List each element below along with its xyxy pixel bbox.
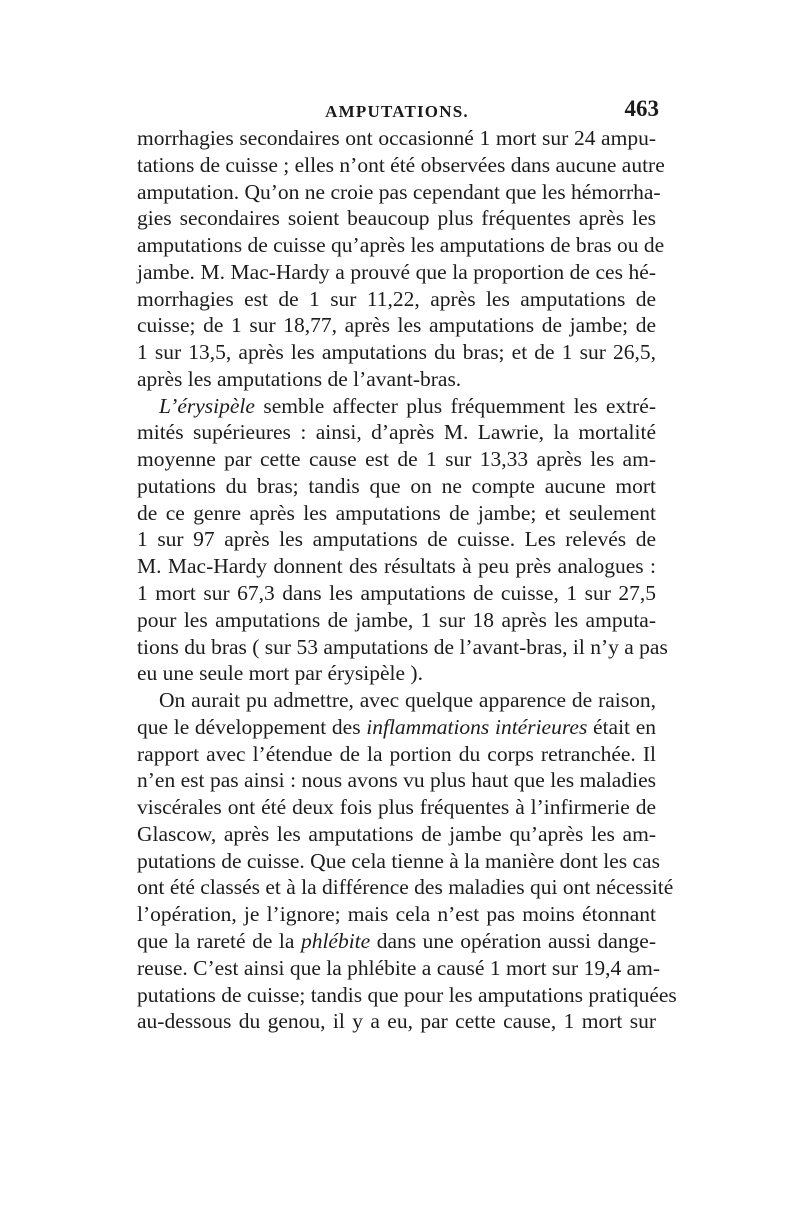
text-fragment: viscérales ont été deux fois plus fréquentes à l’infirmerie de	[137, 795, 656, 820]
text-line	[137, 205, 656, 232]
text-fragment: 1 sur 13,5, après les amputations du bras; et de 1 sur 26,5,	[137, 340, 656, 365]
text-line	[137, 982, 677, 1009]
text-line	[137, 848, 660, 875]
text-fragment: eu une seule mort par érysipèle ).	[137, 661, 423, 686]
text-line	[137, 125, 656, 152]
text-fragment: 1 mort sur 67,3 dans les amputations de cuisse, 1 sur 27,5	[137, 581, 656, 606]
text-fragment: On aurait pu admettre, avec quelque apparence de raison,	[159, 688, 656, 713]
text-line	[137, 419, 656, 446]
running-head	[137, 96, 657, 126]
text-line	[137, 232, 665, 259]
text-line	[137, 152, 665, 179]
text-line	[137, 500, 656, 527]
text-line	[137, 366, 656, 393]
italic-term: phlébite	[300, 928, 371, 953]
text-fragment: était en	[587, 714, 656, 739]
text-fragment: putations de cuisse. Que cela tienne à la manière dont les cas	[137, 848, 660, 873]
text-fragment: ont été classés et à la différence des maladies qui ont nécessité	[137, 875, 674, 900]
text-line	[137, 607, 656, 634]
text-line	[137, 955, 661, 982]
text-line	[137, 526, 656, 553]
text-line	[137, 634, 668, 661]
text-fragment: semble affecter plus fréquemment les extré-	[254, 393, 656, 418]
text-fragment: morrhagies secondaires ont occasionné 1 mort sur 24 ampu-	[137, 126, 656, 150]
italic-term: L’érysipèle	[159, 393, 255, 418]
text-fragment: l’opération, je l’ignore; mais cela n’est pas moins étonnant	[137, 902, 656, 927]
text-fragment: tations de cuisse ; elles n’ont été observées dans aucune autre	[137, 152, 665, 177]
text-fragment: amputations de cuisse qu’après les amputations de bras ou de	[137, 233, 665, 258]
text-fragment: n’en est pas ainsi : nous avons vu plus haut que les maladies	[137, 768, 656, 793]
text-line	[137, 767, 656, 794]
text-fragment: jambe. M. Mac-Hardy a prouvé que la proportion de ces hé-	[137, 259, 656, 284]
text-line	[137, 446, 656, 473]
text-fragment: que la rareté de la	[137, 928, 301, 953]
text-fragment: tions du bras ( sur 53 amputations de l’avant-bras, il n’y a pas	[137, 634, 668, 659]
text-line	[137, 473, 656, 500]
text-line	[137, 553, 656, 580]
text-line	[137, 741, 656, 768]
text-fragment: pour les amputations de jambe, 1 sur 18 après les amputa-	[137, 607, 656, 632]
text-line	[137, 312, 656, 339]
text-fragment: cuisse; de 1 sur 18,77, après les amputations de jambe; de	[137, 313, 656, 338]
text-line	[137, 821, 656, 848]
text-fragment: de ce genre après les amputations de jambe; et seulement	[137, 500, 656, 525]
text-fragment: morrhagies est de 1 sur 11,22, après les amputations de	[137, 286, 656, 311]
text-fragment: amputation. Qu’on ne croie pas cependant que les hémorrha-	[137, 179, 661, 204]
text-fragment: putations du bras; tandis que on ne compte aucune mort	[137, 473, 656, 498]
text-line	[137, 393, 656, 420]
text-line	[137, 179, 661, 206]
text-line	[137, 660, 656, 687]
text-fragment: dans une opération aussi dange-	[370, 928, 656, 953]
text-line	[137, 286, 656, 313]
text-line	[137, 714, 656, 741]
text-line	[137, 901, 656, 928]
text-fragment: que le développement des	[137, 714, 367, 739]
text-fragment: mités supérieures : ainsi, d’après M. Lawrie, la mortalité	[137, 420, 656, 445]
text-fragment: moyenne par cette cause est de 1 sur 13,33 après les am-	[137, 447, 656, 472]
text-fragment: rapport avec l’étendue de la portion du corps retranchée. Il	[137, 741, 656, 766]
text-fragment: Glascow, après les amputations de jambe qu’après les am-	[137, 821, 656, 846]
running-title: AMPUTATIONS.	[325, 102, 469, 121]
text-fragment: M. Mac-Hardy donnent des résultats à peu près analogues :	[137, 554, 656, 579]
text-fragment: 1 sur 97 après les amputations de cuisse. Les relevés de	[137, 527, 656, 552]
text-fragment: gies secondaires soient beaucoup plus fréquentes après les	[137, 206, 656, 231]
text-line	[137, 1008, 656, 1035]
page-number: 463	[624, 96, 659, 121]
text-line	[137, 874, 674, 901]
text-line	[137, 580, 656, 607]
text-line	[137, 687, 656, 714]
text-fragment: après les amputations de l’avant-bras.	[137, 366, 462, 391]
text-fragment: reuse. C’est ainsi que la phlébite a causé 1 mort sur 19,4 am-	[137, 955, 661, 980]
text-line	[137, 928, 656, 955]
text-fragment: putations de cuisse; tandis que pour les amputations pratiquées	[137, 982, 677, 1007]
text-line	[137, 339, 656, 366]
body-text	[137, 125, 677, 1035]
text-fragment: au-dessous du genou, il y a eu, par cette cause, 1 mort sur	[137, 1009, 656, 1034]
italic-term: inflammations intérieures	[366, 714, 588, 739]
text-line	[137, 794, 656, 821]
text-line	[137, 259, 656, 286]
